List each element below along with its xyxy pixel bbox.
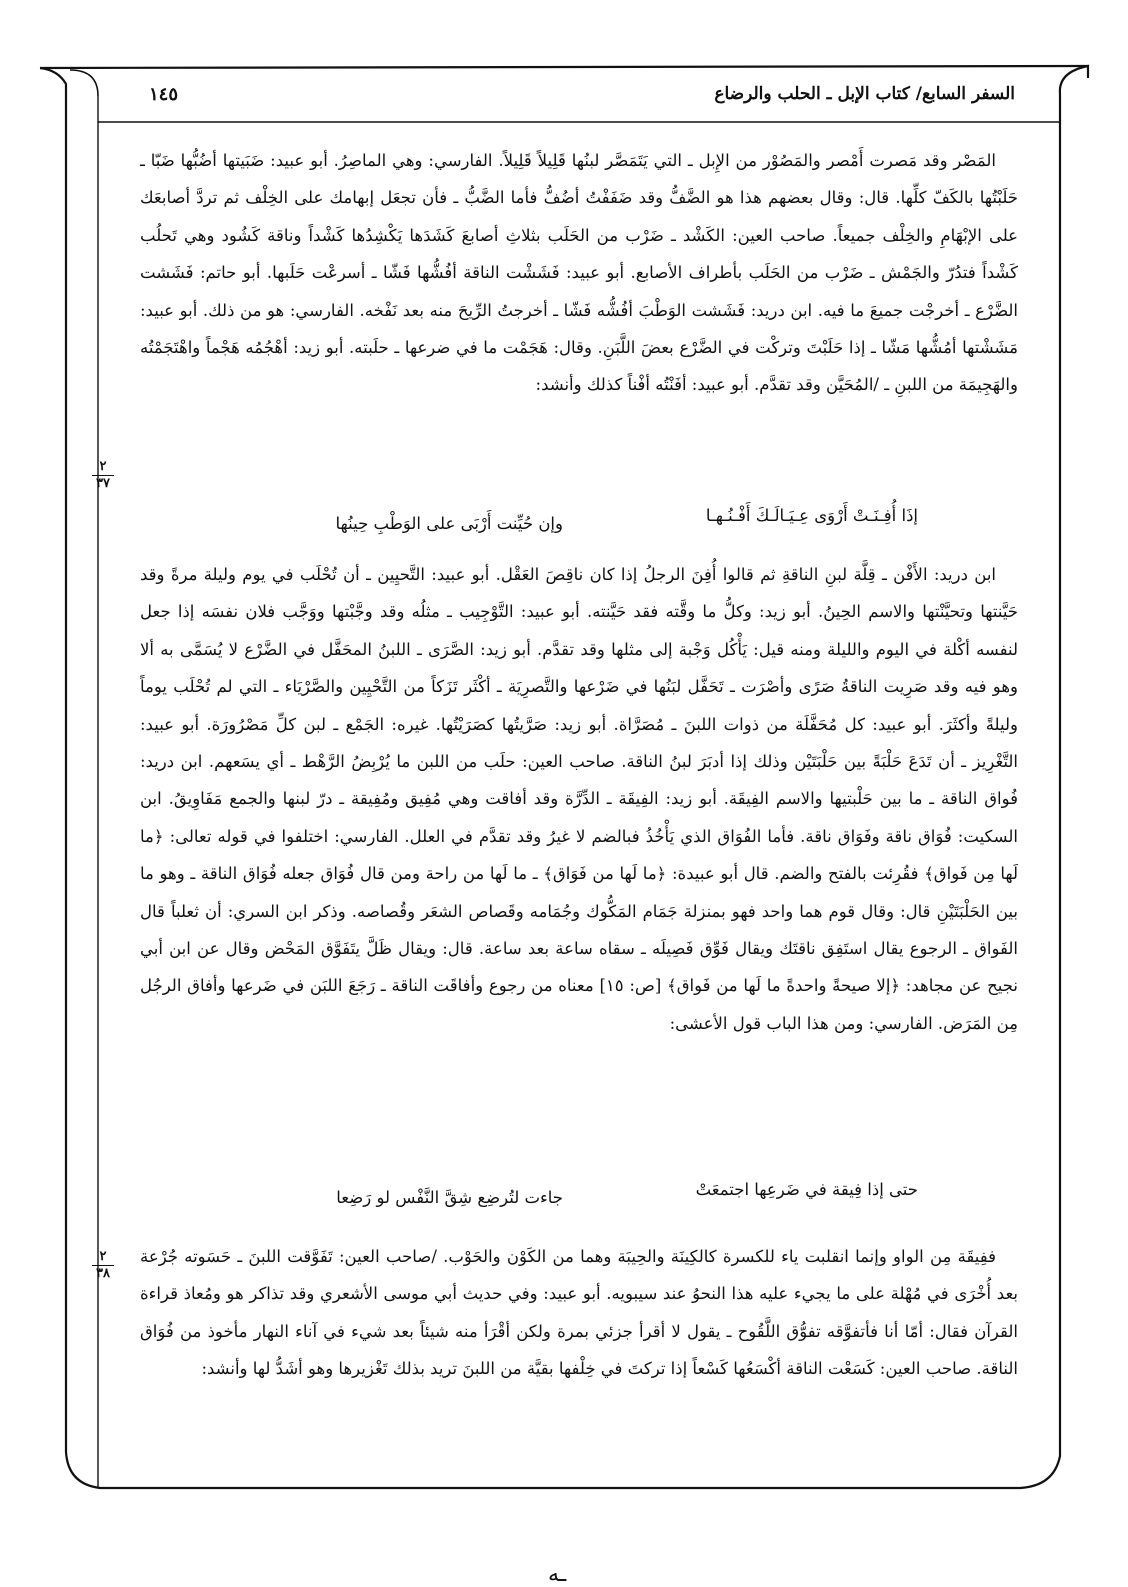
verse-2-second-hemistich: جاءت لتُرضِع شِقَّ النَّفْس لو رَضِعا <box>336 1188 563 1207</box>
folio-denominator: ٣٨ <box>96 1266 110 1281</box>
verse-2 <box>140 1174 1018 1214</box>
page-header <box>135 84 1015 114</box>
folio-denominator: ٣٧ <box>96 476 110 491</box>
page-number: ١٤٥ <box>149 84 179 105</box>
footer-mark: ـه <box>548 1562 567 1587</box>
folio-numerator: ٢ <box>99 1249 107 1264</box>
margin-folio-note-1 <box>88 460 118 491</box>
paragraph-2: ابن دريد: الأَفْن ـ قِلَّة لبنِ الناقةِ ثم قالوا أُفِنَ الرجلُ إذا كان ناقِصَ العَقْل. أبو عبيد: التَّحيِين ـ أن تُحْلَب في يوم وليلة مرةً وقد حَيَّنتها وتحيَّنْتها والاسم الحِينُ. أبو زيد: وكلُّ ما وقَّته فقد حَيَّنته. أبو عبيد: التَّوْجِيب ـ مثلُه وقد وجَّبْتها ووَجَّب فلان نفسَه إذا جعل لنفسه أكْلة في اليوم والليلة ومنه قيل: يَأْكُل وَجْبة إلى مثلها وقد تقدَّم. أبو زيد: الصَّرَى ـ اللبنُ المحَفَّل في الضَّرْع لا يُسَمَّى به ألا وهو فيه وقد صَرِيت الناقةُ صَرًى وأصْرَت ـ تَحَفَّل لبَنُها في ضَرْعها والتَّصرِيَة ـ أكْثَر تَزَكاً من التَّحْيِين والصَّرْيَاء ـ التي لم تُحْلَب يوماً وليلةً وأكثَرَ. أبو عبيد: كل مُحَفَّلَة من ذوات اللبنَ ـ مُصَرَّاة. أبو زيد: صَرَّيتُها كصَرَيْتُها. غيره: الجَمْع ـ لبن كلِّ مَصْرُورَة. أبو عبيد: التَّغْرِيز ـ أن تَدَعَ حَلْبَةً بين حَلْبَتَيْن وذلك إذا أدبَرَ لبنُ الناقة. صاحب العين: حلَب من اللبن ما يُرْبِضُ الرَّهْط ـ أي يسَعهم. ابن دريد: فُواق الناقة ـ ما بين حَلْبتيها والاسم الفِيقَة. أبو زيد: الفِيقَة ـ الدِّرَّة وقد أفاقت وهي مُفِيق ومُفِيقة ـ درّ لبنها والجمع مَفَاوِيقُ. ابن السكيت: فُوَاق ناقة وفَوَاق ناقة. فأما الفُوَاق الذي يَأْخُذُ فبالضم لا غيرُ وقد تقدَّم في العلل. الفارسي: اختلفوا في قوله تعالى: ﴿ما لَها مِن فَواق﴾ فقُرِئت بالفتح والضم. قال أبو عبيدة: ﴿ما لَها من فَوَاق﴾ ـ ما لَها من راحة ومن قال فُوَاق جعله فُوَاق الناقة ـ وهو ما بين الحَلْبَتَيْنِ قال: وقال قوم هما واحد فهو بمنزلة جَمَام المَكُّوك وجُمَامه وقَصاص الشعَر وقُصاصه. وذكر ابن السري: أن ثعلباً قال الفَواق ـ الرجوع يقال استَفِق ناقتَك ويقال فَوِّق فَصِيلَه ـ سقاه ساعة بعد ساعة. قال: ويقال ظَلَّ يتَفَوَّق المَحْض وقال عن ابن أبي نجيح عن مجاهد: ﴿إلا صيحةً واحدةً ما لَها من فَواق﴾ [ص: ١٥] معناه من رجوع وأفاقَت الناقة ـ رَجَعَ اللبَن في ضَرعها وأفاق الرجُل مِن المَرَض. الفارسي: ومن هذا الباب قول الأعشى: <box>140 565 1018 1033</box>
margin-folio-note-2 <box>88 1250 118 1281</box>
verse-2-first-hemistich: حتى إذا فِيقة في ضَرعِها اجتمعَتْ <box>695 1180 918 1199</box>
text-block-2 <box>140 556 1018 1042</box>
verse-1-second-hemistich: وإن حُيِّنت أَرْبَى على الوَطْبِ حِينُها <box>335 514 563 533</box>
text-block-1 <box>140 142 1018 404</box>
verse-1 <box>140 500 1018 540</box>
folio-numerator: ٢ <box>99 459 107 474</box>
paragraph-3: ففِيقَة مِن الواو وإنما انقلبت ياء للكسرة كالكِينَة والحِيبَة وهما من الكَوْن والحَوْب. /صاحب العين: تَفَوَّقت اللبنَ ـ حَسَوته جُرْعة بعد أُخْرَى في مُهْلة على ما يجيء عليه هذا النحوُ عند سيبويه. أبو عبيد: وفي حديث أبي موسى الأشعري وقد تذاكر هو ومُعاذ قراءة القرآن فقال: أمّا أنا فأتفوَّقه تفوُّق اللَّقُوح ـ يقول لا أقرأ جزئي بمرة ولكن أقْرَأ منه شيئاً بعد شيء في آناء النهار مأخوذ من فُوَاق الناقة. صاحب العين: كَسَعْت الناقة أكْسَعُها كَسْعاً إذا تركتَ في خِلْفها بقيَّة من اللبنَ تريد بذلك تَغْزيرها وهو أشَدُّ لها وأنشد: <box>140 1247 1018 1379</box>
text-block-3 <box>140 1238 1018 1388</box>
running-title: السفر السابع/ كتاب الإبل ـ الحلب والرضاع <box>714 84 1015 104</box>
paragraph-1: المَصْر وقد مَصرت أَمْصر والمَصُوْر من الإِبل ـ التي يَتَمَصَّر لبنُها قَلِيلاً قَلِيلاً. الفارسي: وهي الماصِرُ. أبو عبيد: ضَبَيتها أضُبُّها ضَبّا ـ حَلَبْتُها بالكَفّ كلِّها. قال: وقال بعضهم هذا هو الضَّفُّ وقد ضَفَفْتُ أضُفُّ فأما الضَّبُّ ـ فأن تجعَل إبهامك على الخِلْف ثم تردَّ أصابعَك على الإبْهَامِ والخِلْف جميعاً. صاحب العين: الكَشْد ـ ضَرْب من الحَلَب بثلاثِ أصابعَ كَشَدَها يَكْشِدُها كَشْداً وناقة كَشُود وهي تَحلُب كَشْداً فتدُرّ والجَمْش ـ ضَرْب من الحَلَب بأطراف الأصابع. أبو عبيد: فَشَشْت الناقة أفُشُّها فَشّا ـ أسرعْت حَلَبها. أبو حاتم: فَشَشت الضَّرْع ـ أخرجْت جميعَ ما فيه. ابن دريد: فَشَشت الوَطْبَ أفُشُّه فَشّا ـ أخرجتُ الرِّيحَ منه بعد نَفْخه. الفارسي: هو من ذلك. أبو عبيد: مَشَشْتها أمُشُّها مَشّا ـ إذا حَلَبْتَ وتركْت في الضَّرْع بعضَ اللَّبَنِ. وقال: هَجَمْت ما في ضرعها ـ حلَبته. أبو زيد: أهْجُمُه هَجْماً واهْتَجَمْتُه والهَجِيمَة من اللبنِ ـ /المُحَيَّن وقد تقدَّم. أبو عبيد: أفَنْتُه أفْناً كذلك وأنشد: <box>140 151 1018 395</box>
verse-1-first-hemistich: إذَا أُفِـنَـتْ أَرْوَى عِـيَـالَـكَ أَفْـنُـهـا <box>705 506 918 525</box>
